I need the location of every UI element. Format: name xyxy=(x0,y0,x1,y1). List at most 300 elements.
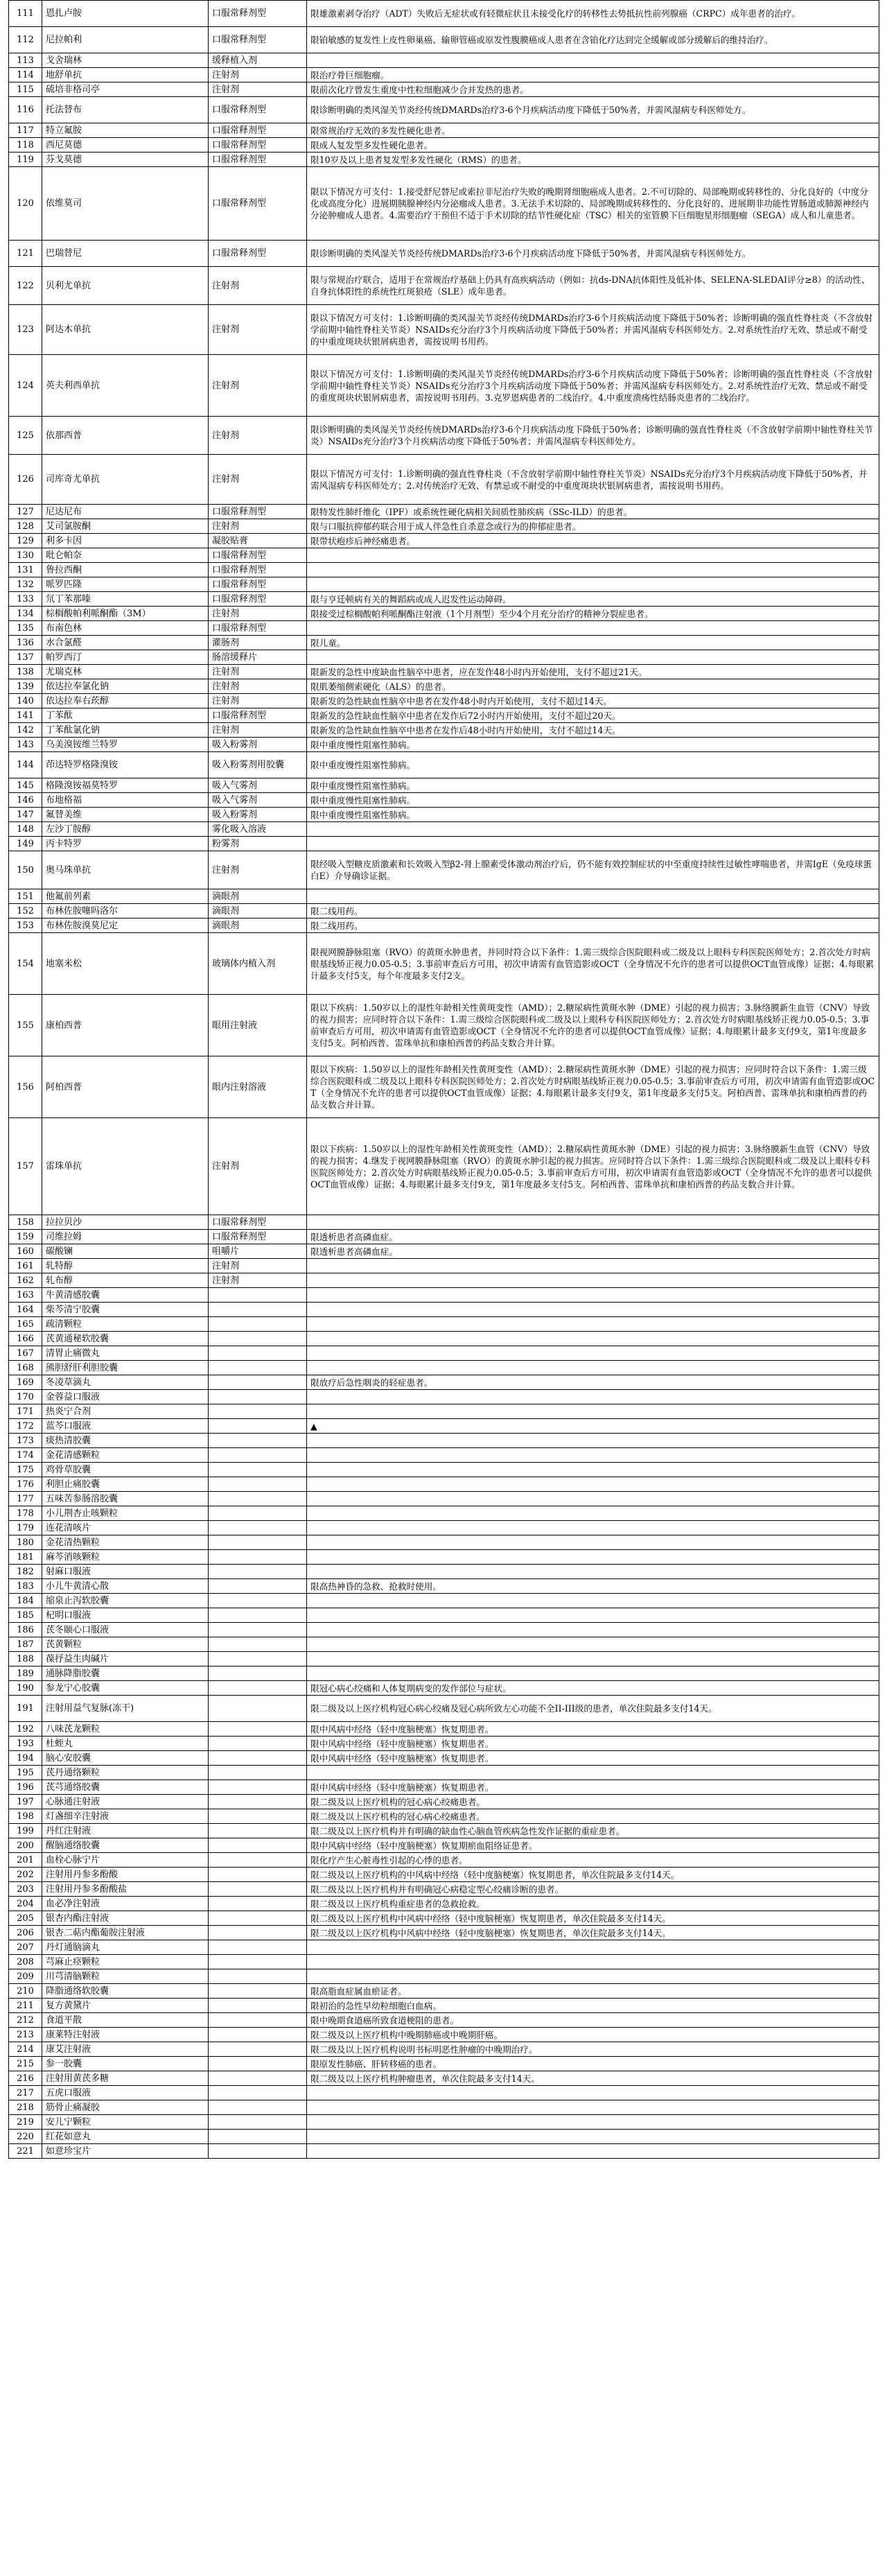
table-row xyxy=(9,1969,879,1984)
table-row xyxy=(9,1780,879,1795)
drug-name: 射麻口服液 xyxy=(42,1565,209,1579)
dosage-form: 肠溶缓释片 xyxy=(209,650,307,665)
restriction-note: 限透析患者高磷血症。 xyxy=(307,1244,879,1259)
drug-name: 注射用黄芪多糖 xyxy=(42,2071,209,2086)
restriction-note: 限以下情况方可支付：1.诊断明确的强直性脊柱炎（不含放射学前期中轴性脊柱关节炎）NSAIDs充分治疗3个月疾病活动度下降低于50%者，并需风湿病专科医师处方；2.对传统治疗无效、有禁忌或不耐受的中重度斑块状银屑病患者，需按说明书用药。 xyxy=(307,455,879,505)
restriction-note: 限中重度慢性阻塞性肺病。 xyxy=(307,778,879,793)
row-number: 211 xyxy=(9,1999,42,2013)
drug-name: 银杏内酯注射液 xyxy=(42,1911,209,1926)
drug-name: 阿达木单抗 xyxy=(42,305,209,355)
dosage-form: 注射剂 xyxy=(209,519,307,534)
dosage-form: 口服常释剂型 xyxy=(209,1230,307,1244)
row-number: 156 xyxy=(9,1056,42,1118)
drug-name: 小儿荆杏止咳颗粒 xyxy=(42,1506,209,1521)
drug-name: 尤瑞克林 xyxy=(42,665,209,679)
restriction-note xyxy=(307,1317,879,1332)
row-number: 169 xyxy=(9,1375,42,1390)
restriction-note: 限肌萎缩侧索硬化（ALS）的患者。 xyxy=(307,679,879,694)
row-number: 159 xyxy=(9,1230,42,1244)
drug-name: 血栓心脉宁片 xyxy=(42,1853,209,1868)
restriction-note xyxy=(307,650,879,665)
row-number: 124 xyxy=(9,355,42,417)
row-number: 153 xyxy=(9,919,42,933)
dosage-form xyxy=(209,1853,307,1868)
dosage-form xyxy=(209,1681,307,1696)
drug-name: 杞明口服液 xyxy=(42,1608,209,1623)
table-row xyxy=(9,1550,879,1565)
row-number: 129 xyxy=(9,534,42,548)
restriction-note: 限铂敏感的复发性上皮性卵巢癌、输卵管癌或原发性腹膜癌成人患者在含铂化疗达到完全缓解或部分缓解后的维持治疗。 xyxy=(307,27,879,53)
table-row xyxy=(9,1911,879,1926)
drug-name: 布林佐胺溴莫尼定 xyxy=(42,919,209,933)
row-number: 201 xyxy=(9,1853,42,1868)
table-row xyxy=(9,1897,879,1911)
row-number: 132 xyxy=(9,577,42,592)
row-number: 181 xyxy=(9,1550,42,1565)
table-row xyxy=(9,548,879,563)
drug-name: 蓝芩口服液 xyxy=(42,1419,209,1434)
dosage-form xyxy=(209,1550,307,1565)
dosage-form xyxy=(209,1346,307,1361)
drug-name: 氘丁苯那嗪 xyxy=(42,592,209,607)
dosage-form: 注射剂 xyxy=(209,1259,307,1273)
dosage-form: 咀嚼片 xyxy=(209,1244,307,1259)
dosage-form xyxy=(209,1795,307,1809)
dosage-form: 滴眼剂 xyxy=(209,904,307,919)
dosage-form: 注射剂 xyxy=(209,417,307,455)
drug-name: 依达拉奉右莰醇 xyxy=(42,694,209,708)
table-row xyxy=(9,355,879,417)
row-number: 161 xyxy=(9,1259,42,1273)
row-number: 213 xyxy=(9,2028,42,2042)
drug-name: 轧布醇 xyxy=(42,1273,209,1288)
restriction-note: 限化疗产生心脏毒性引起的心悸的患者。 xyxy=(307,1853,879,1868)
drug-name: 利多卡因 xyxy=(42,534,209,548)
table-row xyxy=(9,1259,879,1273)
table-row xyxy=(9,919,879,933)
drug-name: 英夫利西单抗 xyxy=(42,355,209,417)
row-number: 157 xyxy=(9,1118,42,1215)
dosage-form xyxy=(209,1332,307,1346)
table-row xyxy=(9,1390,879,1404)
table-row xyxy=(9,738,879,752)
restriction-note xyxy=(307,1492,879,1506)
drug-name: 布南色林 xyxy=(42,621,209,636)
restriction-note xyxy=(307,1608,879,1623)
dosage-form: 吸入粉雾剂用胶囊 xyxy=(209,752,307,778)
table-row xyxy=(9,2144,879,2159)
row-number: 138 xyxy=(9,665,42,679)
drug-name: 尼达尼布 xyxy=(42,505,209,519)
table-row xyxy=(9,621,879,636)
table-row xyxy=(9,752,879,778)
table-row xyxy=(9,2100,879,2115)
drug-name: 司库奇尤单抗 xyxy=(42,455,209,505)
row-number: 184 xyxy=(9,1594,42,1608)
restriction-note: 限二级及以上医疗机构冠心病心绞痛及冠心病所致左心功能不全II-III级的患者，单次住院最多支付14天。 xyxy=(307,1696,879,1722)
drug-name: 五虎口服液 xyxy=(42,2086,209,2100)
row-number: 173 xyxy=(9,1434,42,1448)
restriction-note xyxy=(307,1637,879,1652)
drug-name: 利胆止痛胶囊 xyxy=(42,1477,209,1492)
table-row xyxy=(9,723,879,738)
restriction-note xyxy=(307,1303,879,1317)
dosage-form: 注射剂 xyxy=(209,355,307,417)
drug-name: 水合氯醛 xyxy=(42,636,209,650)
dosage-form: 注射剂 xyxy=(209,665,307,679)
dosage-form: 吸入粉雾剂 xyxy=(209,738,307,752)
dosage-form xyxy=(209,2057,307,2071)
row-number: 194 xyxy=(9,1751,42,1766)
dosage-form: 口服常释剂型 xyxy=(209,577,307,592)
row-number: 164 xyxy=(9,1303,42,1317)
row-number: 185 xyxy=(9,1608,42,1623)
table-row xyxy=(9,2115,879,2130)
table-row xyxy=(9,1696,879,1722)
restriction-note xyxy=(307,1550,879,1565)
dosage-form xyxy=(209,1809,307,1824)
table-row xyxy=(9,53,879,68)
restriction-note: 限雄激素剥夺治疗（ADT）失败后无症状或有轻微症状且未接受化疗的转移性去势抵抗性前列腺癌（CRPC）成年患者的治疗。 xyxy=(307,1,879,27)
row-number: 166 xyxy=(9,1332,42,1346)
row-number: 142 xyxy=(9,723,42,738)
dosage-form xyxy=(209,1955,307,1969)
table-row xyxy=(9,1477,879,1492)
row-number: 148 xyxy=(9,822,42,837)
drug-name: 灯盏细辛注射液 xyxy=(42,1809,209,1824)
table-row xyxy=(9,455,879,505)
dosage-form xyxy=(209,1492,307,1506)
dosage-form: 吸入气雾剂 xyxy=(209,793,307,808)
row-number: 126 xyxy=(9,455,42,505)
row-number: 136 xyxy=(9,636,42,650)
table-row xyxy=(9,563,879,577)
row-number: 207 xyxy=(9,1940,42,1955)
drug-name: 五味苦参肠溶胶囊 xyxy=(42,1492,209,1506)
restriction-note: 限常规治疗无效的多发性硬化患者。 xyxy=(307,123,879,138)
drug-name: 芪冬颐心口服液 xyxy=(42,1623,209,1637)
restriction-note xyxy=(307,1332,879,1346)
dosage-form xyxy=(209,1838,307,1853)
drug-name: 拉拉贝沙 xyxy=(42,1215,209,1230)
drug-name: 奥马珠单抗 xyxy=(42,851,209,889)
restriction-note xyxy=(307,1273,879,1288)
restriction-note xyxy=(307,1477,879,1492)
table-row xyxy=(9,2013,879,2028)
table-row xyxy=(9,241,879,267)
table-row xyxy=(9,1419,879,1434)
restriction-note xyxy=(307,1666,879,1681)
dosage-form xyxy=(209,1751,307,1766)
table-row xyxy=(9,97,879,123)
dosage-form: 吸入气雾剂 xyxy=(209,778,307,793)
drug-name: 硫培非格司亭 xyxy=(42,82,209,97)
drug-name: 氟替美维 xyxy=(42,808,209,822)
restriction-note: 限以下疾病：1.50岁以上的湿性年龄相关性黄斑变性（AMD）；2.糖尿病性黄斑水肿（DME）引起的视力损害；3.脉络膜新生血管（CNV）导致的视力损害；4.继发于视网膜静脉阻塞（RVO）的黄斑水肿引起的视力损害。应同时符合以下条件：1.需三级综合医院眼科或二级及以上眼科专科医院医师处方；2.首次处方时病眼基线矫正视力0.05-0.5；3.事前审查后方可用，初次申请需有血管造影或OCT（全身情况不允许的患者可以提供OCT血管成像）证据；4.每眼累计最多支付9支，第1年度最多支付5支。阿柏西普、雷珠单抗和康柏西普的药品支数合并计算。 xyxy=(307,1118,879,1215)
dosage-form xyxy=(209,1882,307,1897)
dosage-form: 口服常释剂型 xyxy=(209,138,307,153)
dosage-form xyxy=(209,1434,307,1448)
drug-name: 司维拉姆 xyxy=(42,1230,209,1244)
table-row xyxy=(9,505,879,519)
table-row xyxy=(9,1463,879,1477)
restriction-note xyxy=(307,822,879,837)
dosage-form: 注射剂 xyxy=(209,694,307,708)
drug-name: 棕榈酸帕利哌酮酯（3M） xyxy=(42,607,209,621)
drug-name: 注射用益气复脉(冻干) xyxy=(42,1696,209,1722)
restriction-note xyxy=(307,2086,879,2100)
restriction-note: 限10岁及以上患者复发型多发性硬化（RMS）的患者。 xyxy=(307,153,879,167)
drug-name: 冬凌草滴丸 xyxy=(42,1375,209,1390)
dosage-form xyxy=(209,1637,307,1652)
restriction-note: 限中风病中经络（轻中度脑梗塞）恢复期患者。 xyxy=(307,1737,879,1751)
restriction-note: 限二线用药。 xyxy=(307,904,879,919)
row-number: 117 xyxy=(9,123,42,138)
drug-name: 芪黄颗粒 xyxy=(42,1637,209,1652)
drug-name: 乌美溴铵维兰特罗 xyxy=(42,738,209,752)
dosage-form xyxy=(209,2086,307,2100)
restriction-note: 限儿童。 xyxy=(307,636,879,650)
dosage-form xyxy=(209,1521,307,1535)
table-row xyxy=(9,1666,879,1681)
restriction-note: 限经吸入型糖皮质激素和长效吸入型β2-肾上腺素受体激动剂治疗后，仍不能有效控制症状的中至重度持续性过敏性哮喘患者，并需IgE（免疫球蛋白E）介导确诊证据。 xyxy=(307,851,879,889)
restriction-note: 限新发的急性缺血性脑卒中患者在发作后72小时内开始使用，支付不超过20天。 xyxy=(307,708,879,723)
row-number: 203 xyxy=(9,1882,42,1897)
drug-name: 康莱特注射液 xyxy=(42,2028,209,2042)
drug-name: 丁苯酞氯化钠 xyxy=(42,723,209,738)
drug-name: 食道平散 xyxy=(42,2013,209,2028)
table-row xyxy=(9,1506,879,1521)
drug-name: 参一胶囊 xyxy=(42,2057,209,2071)
drug-name: 鲁拉西酮 xyxy=(42,563,209,577)
drug-name: 巴瑞替尼 xyxy=(42,241,209,267)
table-row xyxy=(9,904,879,919)
row-number: 144 xyxy=(9,752,42,778)
restriction-note xyxy=(307,2144,879,2159)
dosage-form: 口服常释剂型 xyxy=(209,592,307,607)
row-number: 115 xyxy=(9,82,42,97)
restriction-note: 限诊断明确的类风湿关节炎经传统DMARDs治疗3-6个月疾病活动度下降低于50%者，并需风湿病专科医师处方。 xyxy=(307,241,879,267)
dosage-form: 眼内注射溶液 xyxy=(209,1056,307,1118)
dosage-form: 注射剂 xyxy=(209,267,307,305)
dosage-form: 注射剂 xyxy=(209,723,307,738)
row-number: 155 xyxy=(9,995,42,1056)
drug-name: 戈舍瑞林 xyxy=(42,53,209,68)
table-row xyxy=(9,1637,879,1652)
drug-name: 银杏二萜内酯葡胺注射液 xyxy=(42,1926,209,1940)
row-number: 119 xyxy=(9,153,42,167)
dosage-form xyxy=(209,2042,307,2057)
row-number: 176 xyxy=(9,1477,42,1492)
table-row xyxy=(9,1521,879,1535)
dosage-form: 口服常释剂型 xyxy=(209,1215,307,1230)
dosage-form xyxy=(209,2071,307,2086)
drug-name: 降脂通络软胶囊 xyxy=(42,1984,209,1999)
table-row xyxy=(9,1853,879,1868)
dosage-form xyxy=(209,1288,307,1303)
drug-name: 熊胆舒肝利胆胶囊 xyxy=(42,1361,209,1375)
restriction-note xyxy=(307,1535,879,1550)
row-number: 206 xyxy=(9,1926,42,1940)
restriction-note: 限二级及以上医疗机构中风病中经络（轻中度脑梗塞）恢复期患者，单次住院最多支付14天。 xyxy=(307,1926,879,1940)
dosage-form: 注射剂 xyxy=(209,305,307,355)
row-number: 127 xyxy=(9,505,42,519)
row-number: 121 xyxy=(9,241,42,267)
row-number: 186 xyxy=(9,1623,42,1637)
dosage-form xyxy=(209,1535,307,1550)
drug-name: 吡仑帕奈 xyxy=(42,548,209,563)
row-number: 190 xyxy=(9,1681,42,1696)
drug-name: 热炎宁合剂 xyxy=(42,1404,209,1419)
table-row xyxy=(9,1230,879,1244)
drug-name: 金花清感颗粒 xyxy=(42,1448,209,1463)
drug-name: 布地格福 xyxy=(42,793,209,808)
table-row xyxy=(9,679,879,694)
restriction-note: 限诊断明确的类风湿关节炎经传统DMARDs治疗3-6个月疾病活动度下降低于50%者，并需风湿病专科医师处方。 xyxy=(307,97,879,123)
dosage-form: 注射剂 xyxy=(209,851,307,889)
table-row xyxy=(9,1795,879,1809)
row-number: 112 xyxy=(9,27,42,53)
restriction-note: 限高热神昏的急救、抢救时使用。 xyxy=(307,1579,879,1594)
restriction-note: 限二级及以上医疗机构中晚期肺癌或中晚期肝癌。 xyxy=(307,2028,879,2042)
row-number: 199 xyxy=(9,1824,42,1838)
dosage-form: 口服常释剂型 xyxy=(209,27,307,53)
dosage-form xyxy=(209,1419,307,1434)
restriction-note: 限以下疾病：1.50岁以上的湿性年龄相关性黄斑变性（AMD）；2.糖尿病性黄斑水肿（DME）引起的视力损害；3.脉络膜新生血管（CNV）导致的视力损害；应同时符合以下条件：1.需三级综合医院眼科或二级及以上眼科专科医院医师处方；2.首次处方时病眼基线矫正视力0.05-0.5；3.事前审查后方可用，初次申请需有血管造影或OCT（全身情况不允许的患者可以提供OCT血管成像）证据；4.每眼累计最多支付9支，第1年度最多支付5支。阿柏西普、雷珠单抗和康柏西普的药品支数合并计算。 xyxy=(307,995,879,1056)
drug-name: 柴芩清宁胶囊 xyxy=(42,1303,209,1317)
row-number: 143 xyxy=(9,738,42,752)
restriction-note xyxy=(307,1434,879,1448)
restriction-note: 限特发性肺纤维化（IPF）或系统性硬化病相关间质性肺疾病（SSc-ILD）的患者。 xyxy=(307,505,879,519)
row-number: 151 xyxy=(9,889,42,904)
row-number: 150 xyxy=(9,851,42,889)
restriction-note xyxy=(307,548,879,563)
row-number: 131 xyxy=(9,563,42,577)
row-number: 192 xyxy=(9,1722,42,1737)
drug-name: 痰热清胶囊 xyxy=(42,1434,209,1448)
row-number: 175 xyxy=(9,1463,42,1477)
dosage-form: 口服常释剂型 xyxy=(209,548,307,563)
drug-name: 康艾注射液 xyxy=(42,2042,209,2057)
table-row xyxy=(9,822,879,837)
drug-name: 轧特醇 xyxy=(42,1259,209,1273)
table-row xyxy=(9,1652,879,1666)
row-number: 205 xyxy=(9,1911,42,1926)
dosage-form xyxy=(209,2130,307,2144)
table-row xyxy=(9,68,879,82)
restriction-note xyxy=(307,53,879,68)
row-number: 168 xyxy=(9,1361,42,1375)
table-row xyxy=(9,793,879,808)
table-row xyxy=(9,1608,879,1623)
table-row xyxy=(9,837,879,851)
restriction-note: 限高脂血症属血瘀证者。 xyxy=(307,1984,879,1999)
drug-name: 贝利尤单抗 xyxy=(42,267,209,305)
row-number: 202 xyxy=(9,1868,42,1882)
table-row xyxy=(9,534,879,548)
restriction-note xyxy=(307,1361,879,1375)
table-row xyxy=(9,27,879,53)
drug-name: 参龙宁心胶囊 xyxy=(42,1681,209,1696)
row-number: 191 xyxy=(9,1696,42,1722)
drug-name: 注射用丹参多酚酸盐 xyxy=(42,1882,209,1897)
restriction-note: 限中风病中经络（轻中度脑梗塞）恢复期患者。 xyxy=(307,1722,879,1737)
dosage-form xyxy=(209,1999,307,2013)
drug-name: 尼拉帕利 xyxy=(42,27,209,53)
row-number: 216 xyxy=(9,2071,42,2086)
drug-name: 芪黄通秘软胶囊 xyxy=(42,1332,209,1346)
drug-name: 依达拉奉氯化钠 xyxy=(42,679,209,694)
table-row xyxy=(9,1,879,27)
row-number: 197 xyxy=(9,1795,42,1809)
table-row xyxy=(9,1361,879,1375)
row-number: 111 xyxy=(9,1,42,27)
drug-name: 阿柏西普 xyxy=(42,1056,209,1118)
row-number: 149 xyxy=(9,837,42,851)
dosage-form: 口服常释剂型 xyxy=(209,153,307,167)
restriction-note: 限二级及以上医疗机构的冠心病心绞痛患者。 xyxy=(307,1809,879,1824)
row-number: 218 xyxy=(9,2100,42,2115)
restriction-note: 限二级及以上医疗机构的中风病中经络（轻中度脑梗塞）恢复期患者，单次住院最多支付14天。 xyxy=(307,1868,879,1882)
restriction-note: 限透析患者高磷血症。 xyxy=(307,1230,879,1244)
table-row xyxy=(9,1594,879,1608)
row-number: 187 xyxy=(9,1637,42,1652)
row-number: 160 xyxy=(9,1244,42,1259)
restriction-note: 限中风病中经络（轻中度脑梗塞）恢复期瘀血阻络证患者。 xyxy=(307,1838,879,1853)
table-row xyxy=(9,1434,879,1448)
dosage-form: 凝胶贴膏 xyxy=(209,534,307,548)
table-row xyxy=(9,1868,879,1882)
restriction-note: ▲ xyxy=(307,1419,879,1434)
dosage-form xyxy=(209,2115,307,2130)
table-row xyxy=(9,2130,879,2144)
row-number: 123 xyxy=(9,305,42,355)
drug-name: 雷珠单抗 xyxy=(42,1118,209,1215)
drug-name: 左沙丁胺醇 xyxy=(42,822,209,837)
row-number: 221 xyxy=(9,2144,42,2159)
restriction-note xyxy=(307,577,879,592)
table-row xyxy=(9,1244,879,1259)
dosage-form xyxy=(209,1824,307,1838)
table-row xyxy=(9,1215,879,1230)
dosage-form xyxy=(209,1926,307,1940)
table-row xyxy=(9,1404,879,1419)
restriction-note xyxy=(307,1652,879,1666)
row-number: 140 xyxy=(9,694,42,708)
dosage-form: 口服常释剂型 xyxy=(209,505,307,519)
restriction-note: 限中重度慢性阻塞性肺病。 xyxy=(307,808,879,822)
table-row xyxy=(9,995,879,1056)
table-row xyxy=(9,1273,879,1288)
dosage-form: 口服常释剂型 xyxy=(209,167,307,241)
restriction-note: 限二级及以上医疗机构肿瘤患者，单次住院最多支付14天。 xyxy=(307,2071,879,2086)
drug-name: 缩泉止泻软胶囊 xyxy=(42,1594,209,1608)
dosage-form xyxy=(209,2100,307,2115)
restriction-note xyxy=(307,1565,879,1579)
restriction-note xyxy=(307,1404,879,1419)
row-number: 179 xyxy=(9,1521,42,1535)
dosage-form xyxy=(209,2144,307,2159)
row-number: 128 xyxy=(9,519,42,534)
restriction-note xyxy=(307,1463,879,1477)
drug-name: 西尼莫德 xyxy=(42,138,209,153)
table-row xyxy=(9,1838,879,1853)
row-number: 154 xyxy=(9,933,42,995)
row-number: 215 xyxy=(9,2057,42,2071)
dosage-form: 粉雾剂 xyxy=(209,837,307,851)
row-number: 188 xyxy=(9,1652,42,1666)
dosage-form: 注射剂 xyxy=(209,679,307,694)
